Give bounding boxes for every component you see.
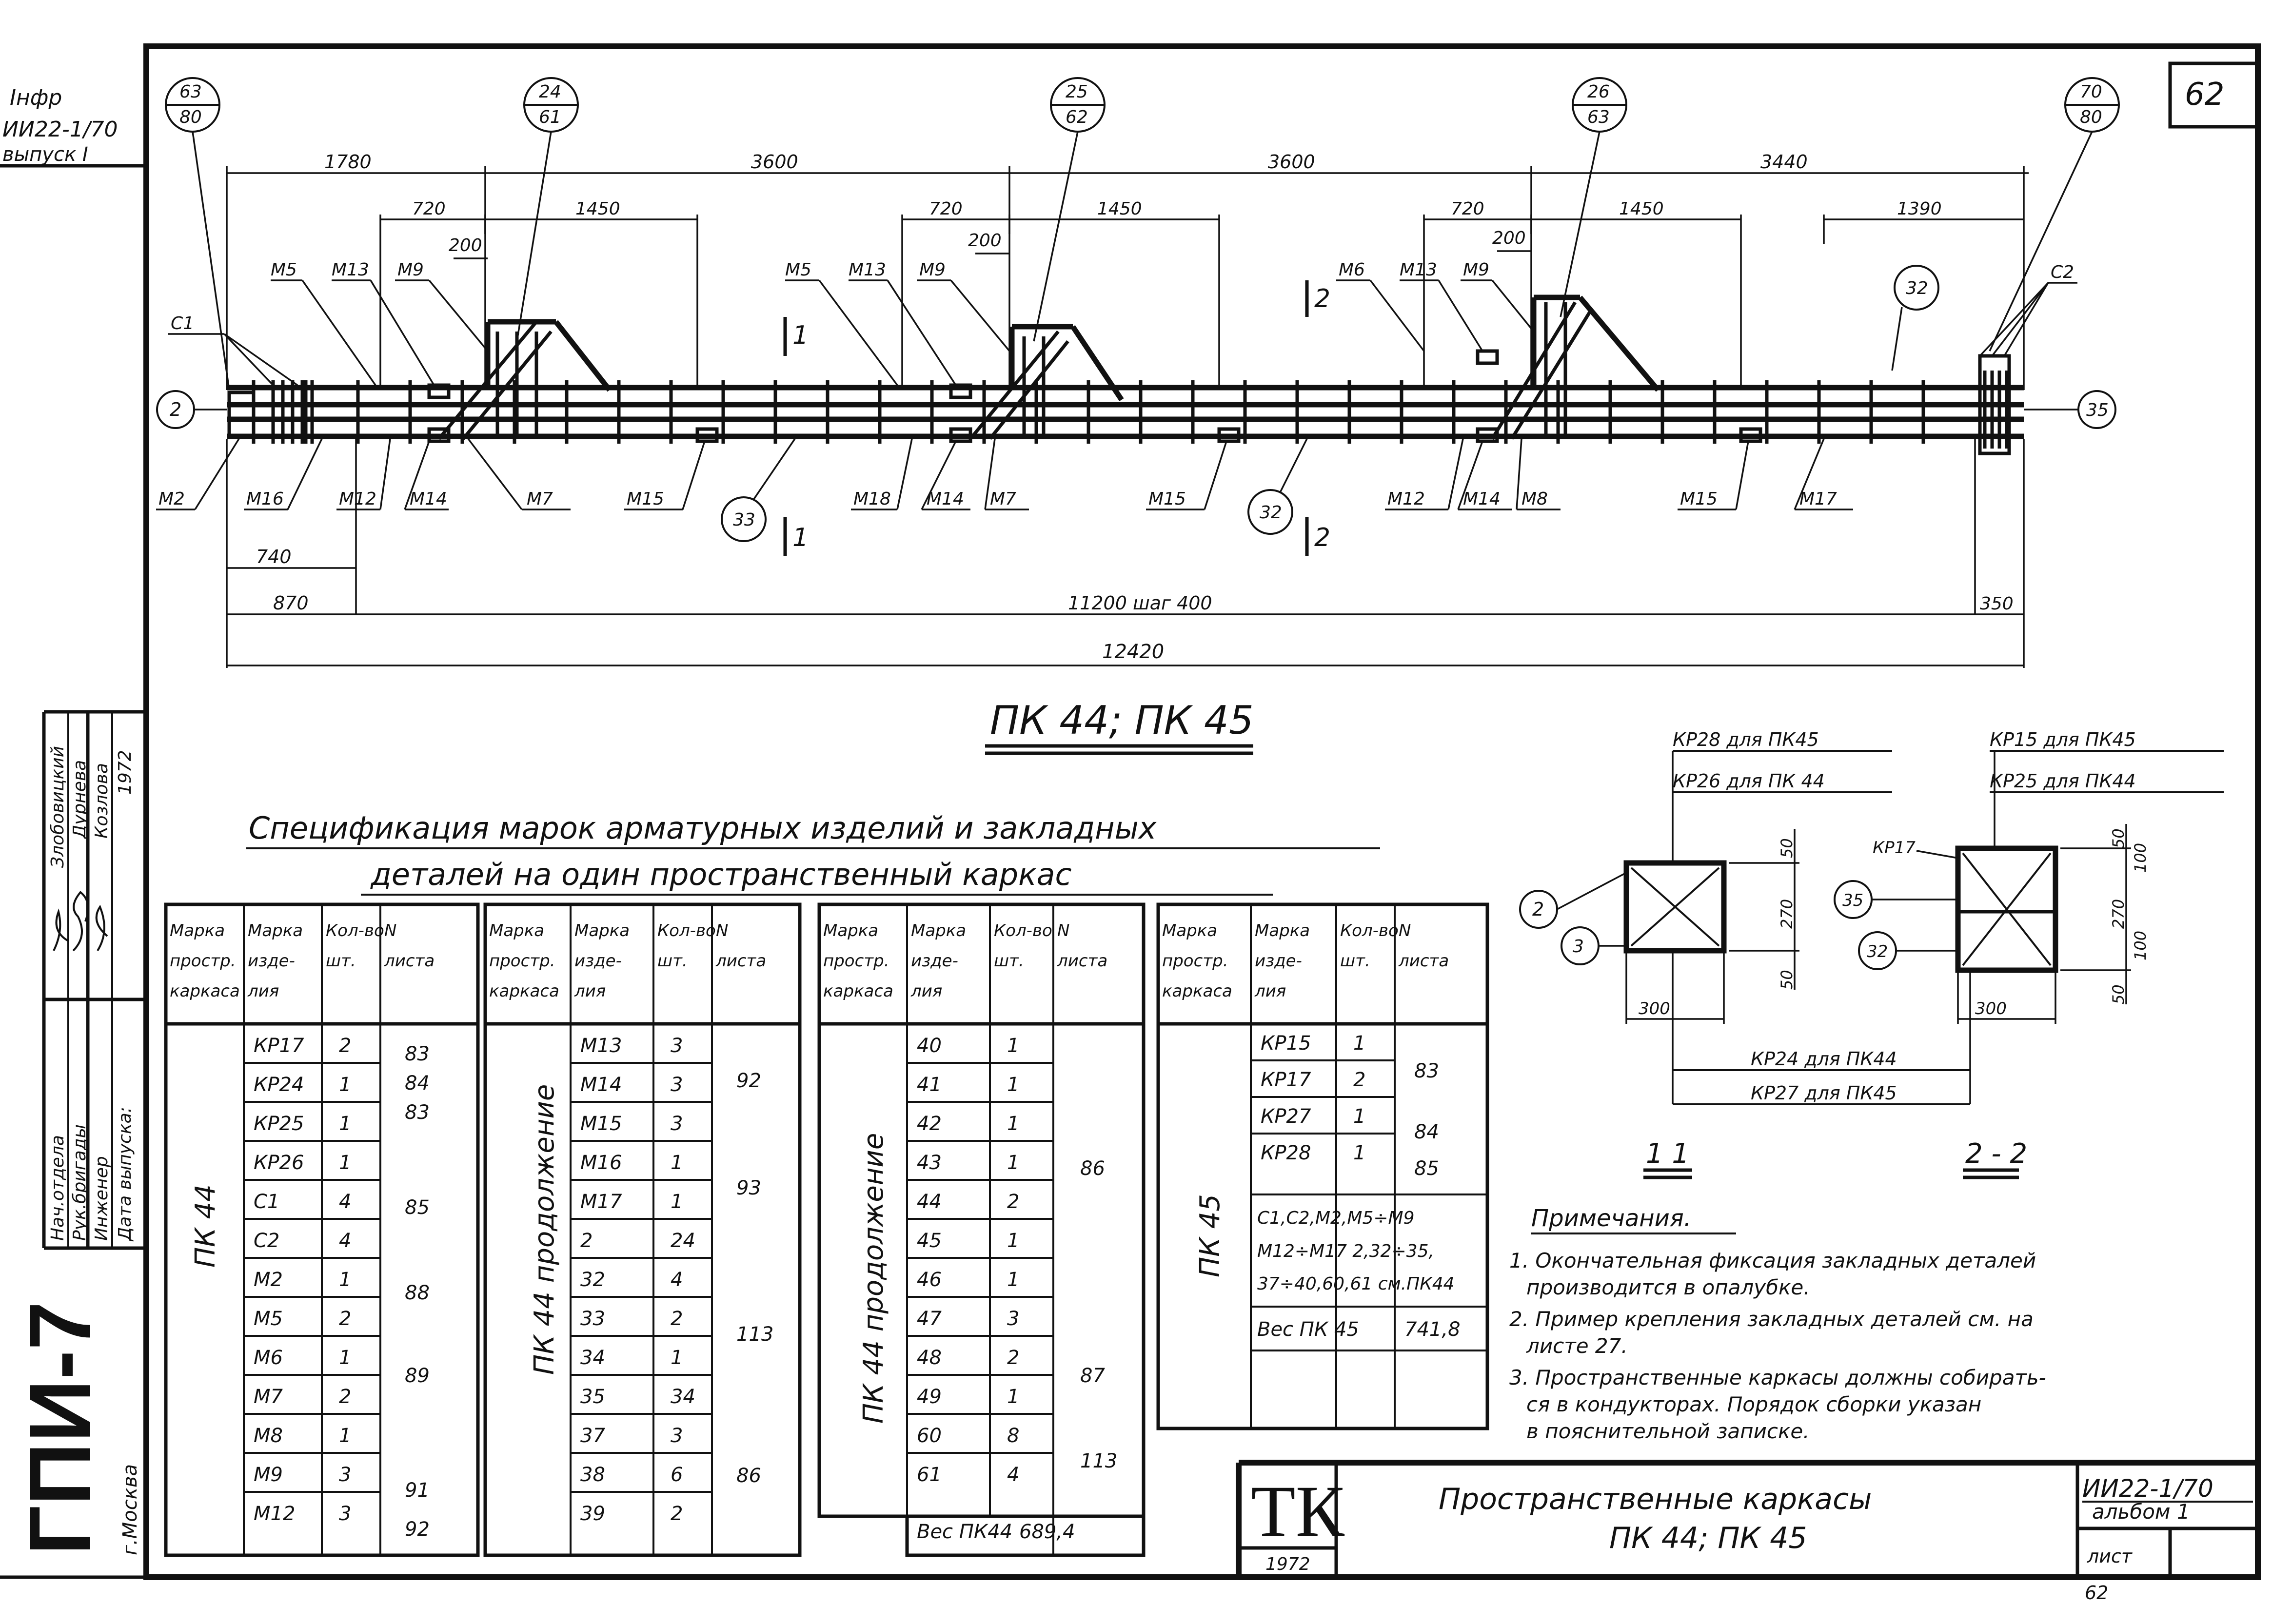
svg-text:113: 113 (1080, 1450, 1118, 1472)
album: альбом 1 (2092, 1500, 2190, 1524)
svg-text:80: 80 (179, 107, 202, 127)
block2-frame: ПК 44 продолжение (529, 1084, 560, 1375)
svg-text:С2: С2 (2051, 262, 2075, 282)
svg-text:1450: 1450 (1097, 199, 1142, 219)
section-1-1 (1520, 729, 1892, 1177)
svg-text:М13: М13 (849, 260, 886, 280)
spec-header-text: изде- (911, 951, 958, 971)
spec-item-mark: 44 (917, 1191, 942, 1213)
svg-text:КР17: КР17 (1873, 838, 1916, 858)
svg-text:М9: М9 (919, 260, 946, 280)
svg-text:62: 62 (1066, 107, 1088, 127)
specification-table (166, 810, 1487, 1555)
svg-text:25: 25 (1066, 82, 1088, 102)
signature-1 (54, 912, 68, 951)
spec-item-mark: 42 (917, 1113, 942, 1135)
spec-item-mark: 39 (580, 1503, 605, 1525)
spec-item-qty: 2 (671, 1308, 683, 1330)
spec-item-mark: М15 (580, 1113, 622, 1135)
svg-text:М18: М18 (853, 489, 891, 509)
svg-text:86: 86 (736, 1465, 761, 1487)
spec-item-mark: КР17 (254, 1035, 304, 1057)
svg-text:89: 89 (405, 1365, 430, 1387)
svg-text:КР24 для ПК44: КР24 для ПК44 (1751, 1048, 1897, 1070)
spec-header-text: простр. (1162, 951, 1228, 971)
spec-item-qty: 1 (1007, 1074, 1020, 1096)
spec-item-qty: 3 (1007, 1308, 1020, 1330)
svg-text:М13: М13 (1400, 260, 1437, 280)
spec-item-qty: 1 (671, 1191, 683, 1213)
spec-item-qty: 1 (1353, 1105, 1366, 1128)
svg-text:720: 720 (929, 199, 963, 219)
spec-header-text: простр. (489, 951, 555, 971)
svg-text:М17: М17 (1799, 489, 1837, 509)
spec-header-text: N (384, 921, 397, 940)
spec-header-text: Марка (574, 921, 630, 940)
notes (1509, 1205, 2046, 1443)
svg-text:92: 92 (405, 1518, 430, 1541)
doc-code: ИИ22-1/70 (2082, 1474, 2213, 1503)
spec-header-text: простр. (823, 951, 889, 971)
svg-text:70: 70 (2080, 82, 2102, 102)
spec-title-2: деталей на один пространственный каркас (371, 857, 1072, 892)
dim-3600-b: 3600 (1268, 151, 1315, 173)
svg-text:ся в кондукторах. Порядок сбор: ся в кондукторах. Порядок сборки указан (1526, 1392, 1982, 1416)
spec-header-text: N (1399, 921, 1411, 940)
spec-header-text: Марка (823, 921, 879, 940)
spec-header-text: шт. (994, 951, 1024, 971)
spec-item-qty: 1 (671, 1152, 683, 1174)
svg-text:С1: С1 (171, 313, 195, 333)
spec-item-qty: 4 (339, 1230, 352, 1252)
svg-text:100: 100 (2131, 842, 2150, 873)
spec-header-text: шт. (326, 951, 356, 971)
svg-text:80: 80 (2080, 107, 2102, 127)
svg-text:85: 85 (405, 1196, 430, 1219)
svg-text:М5: М5 (785, 260, 811, 280)
callout-63-80 (166, 78, 219, 132)
svg-text:92: 92 (736, 1070, 761, 1092)
spec-item-mark: С2 (254, 1230, 280, 1252)
svg-text:24: 24 (539, 82, 561, 102)
block1-frame: ПК 44 (190, 1184, 221, 1268)
spec-header-text: простр. (170, 951, 236, 971)
block4-frame: ПК 45 (1194, 1194, 1226, 1277)
svg-text:лист: лист (2087, 1546, 2133, 1567)
spec-item-mark: КР27 (1261, 1105, 1311, 1128)
svg-text:в пояснительной записке.: в пояснительной записке. (1526, 1419, 1810, 1443)
callout-24-61 (524, 78, 578, 132)
spec-header-text: лия (1255, 981, 1286, 1001)
svg-text:63: 63 (1587, 107, 1610, 127)
spec-item-mark: 49 (917, 1386, 942, 1408)
name-4: 1972 (115, 750, 135, 795)
spec-item-qty: 1 (1007, 1113, 1020, 1135)
spec-item-qty: 1 (339, 1113, 352, 1135)
svg-text:32: 32 (1260, 503, 1282, 523)
svg-text:М12: М12 (339, 489, 376, 509)
svg-text:35: 35 (1842, 891, 1864, 910)
signature-3 (97, 907, 107, 951)
spec-item-qty: 2 (1007, 1191, 1020, 1213)
svg-text:270: 270 (2109, 899, 2128, 929)
spec-item-mark: 32 (580, 1269, 605, 1291)
spec-item-mark: М12 (254, 1503, 296, 1525)
spec-header-text: лия (911, 981, 943, 1001)
spec-item-mark: М8 (254, 1425, 283, 1447)
svg-text:93: 93 (736, 1177, 761, 1199)
callout-26-63 (1573, 78, 1626, 132)
sheet-no-bottom: 62 (2085, 1582, 2109, 1604)
spec-header-text: каркаса (170, 981, 240, 1001)
spec-item-qty: 3 (671, 1425, 683, 1447)
svg-text:Вес ПК 45: Вес ПК 45 (1257, 1318, 1359, 1341)
left-stamp (0, 85, 146, 1555)
spec-header-text: каркаса (489, 981, 559, 1001)
spec-item-mark: КР17 (1261, 1069, 1311, 1091)
spec-item-mark: 37 (580, 1425, 605, 1447)
svg-text:100: 100 (2131, 930, 2150, 960)
stamp-line-2: ИИ22-1/70 (2, 117, 118, 142)
svg-text:300: 300 (1975, 999, 2007, 1018)
svg-text:2: 2 (170, 399, 182, 420)
spec-item-mark: 61 (917, 1464, 942, 1486)
stamp-line-1: Інфр (10, 85, 62, 110)
svg-text:50: 50 (1778, 838, 1796, 858)
spec-header-text: листа (1057, 951, 1108, 971)
svg-text:КР28 для ПК45: КР28 для ПК45 (1673, 729, 1819, 750)
spec-item-qty: 1 (1007, 1035, 1020, 1057)
embed-m9-3 (1478, 351, 1497, 363)
spec-header-text: Марка (1162, 921, 1218, 940)
spec-item-qty: 24 (671, 1230, 695, 1252)
svg-text:83: 83 (405, 1101, 430, 1124)
spec-item-mark: М6 (254, 1347, 283, 1369)
spec-item-qty: 1 (339, 1074, 352, 1096)
svg-text:200: 200 (449, 235, 482, 255)
notes-title: Примечания. (1531, 1205, 1691, 1232)
spec-item-qty: 1 (1007, 1152, 1020, 1174)
drawing-title: ПК 44; ПК 45 (990, 698, 1254, 743)
svg-text:113: 113 (736, 1323, 774, 1346)
spec-item-mark: М5 (254, 1308, 283, 1330)
spec-item-qty: 8 (1007, 1425, 1020, 1447)
callout-25-62 (1051, 78, 1105, 132)
spec-item-qty: 1 (339, 1347, 352, 1369)
svg-text:КР15 для ПК45: КР15 для ПК45 (1990, 729, 2136, 750)
svg-text:М15: М15 (1148, 489, 1186, 509)
spec-item-mark: 2 (580, 1230, 593, 1252)
name-2: Дурнева (70, 760, 90, 839)
svg-text:М8: М8 (1521, 489, 1548, 509)
spec-item-mark: КР25 (254, 1113, 304, 1135)
title-line-1: Пространственные каркасы (1439, 1482, 1872, 1516)
spec-item-qty: 2 (671, 1503, 683, 1525)
stamp-line-3: выпуск I (2, 143, 88, 166)
role-3: Инженер (92, 1156, 112, 1241)
svg-text:33: 33 (733, 510, 755, 530)
svg-text:84: 84 (405, 1072, 430, 1095)
spec-item-qty: 3 (671, 1074, 683, 1096)
callout-70-80 (2065, 78, 2119, 132)
upper-mark-labels (168, 260, 2077, 385)
spec-item-mark: КР24 (254, 1074, 304, 1096)
svg-text:300: 300 (1639, 999, 1670, 1018)
dim-3440: 3440 (1760, 151, 1808, 173)
tk-logo: ТК (1251, 1471, 1344, 1552)
svg-text:1 1: 1 1 (1646, 1138, 1690, 1170)
spec-header-text: Кол-во (994, 921, 1052, 940)
spec-header-text: изде- (248, 951, 295, 971)
spec-header-text: лия (574, 981, 606, 1001)
spec-item-mark: 47 (917, 1308, 942, 1330)
spec-item-qty: 2 (339, 1386, 352, 1408)
spec-item-mark: 45 (917, 1230, 942, 1252)
svg-text:М12÷М17 2,32÷35,: М12÷М17 2,32÷35, (1257, 1241, 1434, 1261)
svg-text:2 - 2: 2 - 2 (1965, 1138, 2028, 1170)
spec-header-text: Кол-во (1340, 921, 1399, 940)
spec-header-text: Кол-во (326, 921, 384, 940)
svg-text:Вес ПК44: Вес ПК44 (917, 1521, 1013, 1543)
section-bottom-labels (1673, 951, 1970, 1104)
section-mark-2-top (1307, 280, 1330, 317)
spec-item-qty: 1 (339, 1269, 352, 1291)
spec-item-mark: М2 (254, 1269, 283, 1291)
svg-text:84: 84 (1414, 1121, 1439, 1143)
spec-item-mark: С1 (254, 1191, 280, 1213)
section-mark-1-bottom (785, 517, 809, 556)
spec-item-qty: 4 (1007, 1464, 1020, 1486)
svg-text:М5: М5 (271, 260, 297, 280)
svg-text:270: 270 (1778, 899, 1796, 929)
svg-text:КР26 для ПК 44: КР26 для ПК 44 (1673, 770, 1825, 792)
svg-text:200: 200 (1492, 228, 1526, 248)
spec-item-qty: 2 (1007, 1347, 1020, 1369)
svg-text:83: 83 (1414, 1060, 1439, 1082)
svg-text:12420: 12420 (1102, 641, 1165, 663)
city: г.Москва (119, 1464, 141, 1555)
spec-title-1: Спецификация марок арматурных изделий и закладных (249, 810, 1157, 846)
svg-text:85: 85 (1414, 1157, 1439, 1180)
spec-header-text: лия (248, 981, 279, 1001)
name-1: Злобовицкий (48, 746, 68, 868)
spec-header-text: изде- (574, 951, 622, 971)
svg-text:37÷40,60,61 см.ПК44: 37÷40,60,61 см.ПК44 (1257, 1274, 1455, 1294)
spec-item-qty: 4 (671, 1269, 683, 1291)
svg-text:М9: М9 (1463, 260, 1489, 280)
svg-text:720: 720 (1451, 199, 1484, 219)
spec-header-text: Марка (170, 921, 225, 940)
spec-item-qty: 34 (671, 1386, 695, 1408)
spec-header-text: каркаса (823, 981, 893, 1001)
svg-text:1390: 1390 (1897, 199, 1942, 219)
svg-text:М14: М14 (1463, 489, 1501, 509)
spec-item-mark: 46 (917, 1269, 942, 1291)
role-1: Нач.отдела (48, 1135, 68, 1241)
svg-text:88: 88 (405, 1282, 430, 1304)
spec-item-qty: 2 (1353, 1069, 1366, 1091)
svg-text:М16: М16 (246, 489, 284, 509)
spec-item-qty: 1 (1353, 1142, 1366, 1164)
svg-text:86: 86 (1080, 1157, 1105, 1180)
spec-header-text: N (716, 921, 729, 940)
dim-1780: 1780 (324, 151, 372, 173)
spec-item-mark: 43 (917, 1152, 942, 1174)
svg-text:1: 1 (792, 523, 809, 552)
svg-text:26: 26 (1587, 82, 1610, 102)
svg-text:63: 63 (179, 82, 202, 102)
svg-text:35: 35 (2086, 400, 2109, 420)
spec-item-qty: 2 (339, 1035, 352, 1057)
svg-text:М6: М6 (1339, 260, 1365, 280)
spec-header-text: Марка (911, 921, 967, 940)
svg-text:11200 шаг 400: 11200 шаг 400 (1068, 592, 1212, 614)
svg-text:689,4: 689,4 (1019, 1521, 1075, 1543)
spec-item-qty: 1 (1353, 1032, 1366, 1055)
spec-header-text: Марка (1255, 921, 1310, 940)
spec-item-qty: 3 (671, 1113, 683, 1135)
spec-item-mark: КР28 (1261, 1142, 1311, 1164)
svg-text:870: 870 (273, 592, 309, 614)
spec-item-qty: 1 (1007, 1269, 1020, 1291)
spec-header-text: N (1057, 921, 1070, 940)
section-mark-2-bottom (1307, 517, 1330, 556)
spec-item-mark: 38 (580, 1464, 605, 1486)
spec-header-text: листа (716, 951, 767, 971)
svg-text:М9: М9 (397, 260, 424, 280)
svg-text:61: 61 (539, 107, 561, 127)
svg-text:32: 32 (1906, 278, 1928, 298)
svg-text:М15: М15 (627, 489, 664, 509)
svg-text:2. Пример крепления закладных: 2. Пример крепления закладных деталей см. на (1509, 1307, 2034, 1331)
svg-text:50: 50 (2109, 984, 2128, 1004)
spec-header-text: листа (384, 951, 435, 971)
spec-header-text: листа (1399, 951, 1449, 971)
svg-text:М14: М14 (927, 489, 964, 509)
svg-text:740: 740 (256, 546, 292, 567)
spec-item-mark: М7 (254, 1386, 283, 1408)
svg-text:87: 87 (1080, 1365, 1105, 1387)
spec-item-qty: 1 (671, 1347, 683, 1369)
svg-text:83: 83 (405, 1043, 430, 1065)
svg-text:2: 2 (1314, 523, 1331, 552)
elevation-drawing (156, 78, 2119, 753)
spec-header-text: Марка (248, 921, 303, 940)
svg-text:350: 350 (1980, 594, 2014, 614)
svg-text:М7: М7 (527, 489, 553, 509)
svg-text:М7: М7 (990, 489, 1016, 509)
svg-text:М13: М13 (332, 260, 369, 280)
svg-text:1: 1 (792, 321, 809, 350)
spec-item-mark: 35 (580, 1386, 605, 1408)
spec-header-text: шт. (657, 951, 688, 971)
svg-text:1450: 1450 (575, 199, 620, 219)
lower-mark-labels (156, 439, 1853, 509)
spec-item-qty: 3 (339, 1503, 352, 1525)
svg-text:КР27 для ПК45: КР27 для ПК45 (1751, 1082, 1897, 1104)
spec-item-mark: КР26 (254, 1152, 304, 1174)
svg-text:32: 32 (1867, 942, 1888, 961)
svg-text:200: 200 (968, 231, 1002, 251)
svg-text:50: 50 (2109, 828, 2128, 848)
spec-item-qty: 1 (339, 1152, 352, 1174)
spec-item-mark: 34 (580, 1347, 605, 1369)
svg-text:3: 3 (1573, 937, 1584, 957)
spec-item-qty: 4 (339, 1191, 352, 1213)
spec-item-mark: М9 (254, 1464, 283, 1486)
dim-3600-a: 3600 (751, 151, 798, 173)
svg-text:М14: М14 (410, 489, 447, 509)
spec-item-mark: 41 (917, 1074, 942, 1096)
name-3: Козлова (92, 763, 112, 839)
role-2: Рук.бригады (70, 1124, 90, 1241)
spec-item-qty: 2 (339, 1308, 352, 1330)
spec-item-qty: 1 (1007, 1230, 1020, 1252)
svg-text:производится в опалубке.: производится в опалубке. (1526, 1275, 1810, 1299)
spec-item-mark: М13 (580, 1035, 622, 1057)
svg-text:М12: М12 (1387, 489, 1425, 509)
title-block (1239, 1463, 2258, 1604)
svg-text:1. Окончательная фиксация закл: 1. Окончательная фиксация закладных деталей (1509, 1249, 2036, 1272)
spec-item-mark: КР15 (1261, 1032, 1311, 1055)
svg-text:91: 91 (405, 1479, 430, 1502)
spec-item-qty: 1 (339, 1425, 352, 1447)
svg-text:М15: М15 (1680, 489, 1718, 509)
signature-2 (73, 892, 88, 951)
role-4: Дата выпуска: (115, 1107, 135, 1241)
spec-item-mark: 60 (917, 1425, 942, 1447)
sheet-number: 62 (2185, 77, 2225, 113)
svg-text:КР25 для ПК44: КР25 для ПК44 (1990, 770, 2136, 792)
spec-item-mark: М17 (580, 1191, 622, 1213)
spec-header-text: изде- (1255, 951, 1302, 971)
svg-text:741,8: 741,8 (1404, 1318, 1461, 1341)
block3-frame: ПК 44 продолжение (858, 1133, 889, 1424)
spec-header-text: Марка (489, 921, 545, 940)
spec-item-mark: М14 (580, 1074, 622, 1096)
spec-item-mark: 40 (917, 1035, 942, 1057)
svg-text:2: 2 (1314, 284, 1331, 313)
spec-item-qty: 1 (1007, 1386, 1020, 1408)
section-2-2 (1835, 729, 2224, 1177)
spec-item-mark: 48 (917, 1347, 942, 1369)
svg-text:3. Пространственные каркасы до: 3. Пространственные каркасы должны собирать- (1509, 1366, 2046, 1389)
spec-header-text: каркаса (1162, 981, 1232, 1001)
svg-text:С1,С2,М2,М5÷М9: С1,С2,М2,М5÷М9 (1257, 1208, 1415, 1228)
svg-text:1450: 1450 (1619, 199, 1664, 219)
section-mark-1-top (785, 317, 809, 356)
spec-header-text: Кол-во (657, 921, 716, 940)
svg-text:2: 2 (1532, 899, 1544, 920)
title-line-2: ПК 44; ПК 45 (1609, 1521, 1807, 1555)
svg-text:1972: 1972 (1265, 1554, 1310, 1574)
spec-item-qty: 6 (671, 1464, 683, 1486)
spec-item-mark: 33 (580, 1308, 605, 1330)
spec-item-mark: М16 (580, 1152, 622, 1174)
org-name: ГПИ-7 (11, 1301, 109, 1555)
spec-item-qty: 3 (339, 1464, 352, 1486)
spec-item-qty: 3 (671, 1035, 683, 1057)
svg-text:720: 720 (412, 199, 446, 219)
svg-text:50: 50 (1778, 970, 1796, 990)
svg-text:М2: М2 (158, 489, 185, 509)
spec-header-text: шт. (1340, 951, 1370, 971)
svg-text:листе 27.: листе 27. (1526, 1334, 1628, 1358)
